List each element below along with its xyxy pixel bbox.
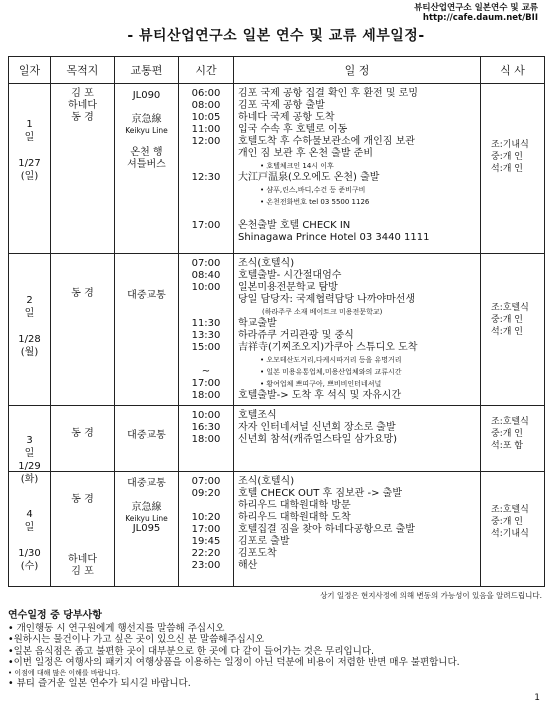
footer-line: •이번 일정은 여행사의 패키지 여행상품을 이용하는 일정이 아닌 덕분에 비용이 저렴한 반면 매우 불편합니다. [8,657,460,668]
itinerary-item: 호텔도착 후 수하물보관소에 개인짐 보관 [238,136,415,147]
destination-text: 하네다 [68,100,97,111]
transport-text: 셔틀버스 [127,159,166,170]
date-text: 4 [26,509,33,520]
col-header-date: 일자 [9,57,51,84]
time-text: 13:30 [191,330,221,341]
itinerary-item: • 온천전화번호 tel 03 5500 1126 [260,198,370,206]
time-text: 19:45 [191,536,221,547]
page-title: - 뷰티산업연구소 일본 연수 및 교류 세부일정- [127,28,425,44]
transport-text: 온천 행 [130,147,163,158]
transport-text [115,135,178,147]
meal-text: 중:개 인 [491,517,523,527]
meal-cell [481,406,545,472]
time-text [179,208,233,220]
time-text [179,306,233,318]
meal-text: 조:호텔식 [491,303,529,313]
itinerary-cell [234,84,481,254]
destination-cell [51,254,115,406]
meal-text: 중:개 인 [491,152,523,162]
page-number: 1 [534,693,540,703]
table-row [9,254,545,406]
itinerary-item: 호텔 CHECK OUT 후 짐보관 -> 출발 [238,488,402,499]
transport-text: 대중교통 [127,290,166,301]
date-cell [9,254,51,406]
itinerary-item: 김포로 출발 [238,536,290,547]
time-text: ~ [201,366,211,377]
transport-text: Keikyu Line [125,126,168,135]
destination-text: 하네다 [68,554,97,565]
time-text: 17:00 [191,220,221,231]
date-text: 1/28 [18,334,41,345]
meal-text: 중:개 인 [491,429,523,439]
date-text: 1/29 [18,461,41,472]
transport-text: JL090 [132,90,161,101]
itinerary-item: 하리우드 대학원대학 도착 [238,512,351,523]
itinerary-item: 신년회 참석(캐쥬얼스타일 삼가요망) [238,434,398,445]
destination-cell [51,84,115,254]
itinerary-item: • 일본 미용유통업체,미용산업체와의 교류시간 [260,368,402,376]
meal-text: 조:호텔식 [491,417,529,427]
date-cell [9,406,51,485]
time-text: 11:00 [191,124,221,135]
time-text: 17:00 [191,524,221,535]
date-text: 일 [24,522,35,533]
destination-text: 김 포 [71,566,94,577]
footer-small-line: • 이점에 대해 많은 이해를 바랍니다. [8,668,121,677]
transport-text: 대중교통 [127,430,166,441]
transport-text: JL095 [132,523,161,534]
time-text: 22:20 [191,548,221,559]
itinerary-item [234,208,480,220]
transport-cell [115,472,179,587]
date-text: (수) [20,561,39,572]
time-cell [179,84,234,254]
time-text: 17:00 [191,378,221,389]
footer-line: •일본 음식점은 좁고 불편한 곳이 대부분으로 한 곳에 다 같이 들어가는 것은 무리입니다. [8,645,375,657]
col-header-destination: 목적지 [51,57,115,84]
time-text: 10:00 [191,282,221,293]
date-text: (월) [20,347,39,358]
time-cell [179,254,234,406]
transport-cell [115,406,179,472]
date-text: 3 [26,435,33,446]
itinerary-item: 개인 짐 보관 후 온천 출발 준비 [238,148,373,159]
destination-text [51,506,114,518]
meal-text: 조:호텔식 [491,505,529,515]
date-text: 1 [26,119,33,130]
time-text: 12:00 [191,136,221,147]
itinerary-item: 호텔출발- 시간절대엄수 [238,270,342,281]
meal-text: 석:개 인 [491,327,523,337]
itinerary-item: 김포도착 [238,548,277,559]
destination-cell [51,406,115,472]
table-row [9,472,545,587]
date-text: 일 [24,132,35,143]
itinerary-item: • 황여업체 쁘띠구아, 쁘비비인터네셔널 [260,380,382,388]
meal-text: 석:개 인 [491,164,523,174]
transport-text [115,102,178,114]
meal-text: 석:기내식 [491,529,529,539]
time-text: 06:00 [191,88,221,99]
meal-text: 중:개 인 [491,315,523,325]
date-cell [9,84,51,254]
col-header-itinerary: 일 정 [234,57,481,84]
itinerary-item: 하리우드 대학원대학 방문 [238,500,351,511]
meal-text: 석:포 함 [491,441,523,451]
time-text: 09:20 [191,488,221,499]
date-text: (화) [20,474,39,485]
transport-cell [115,254,179,406]
itinerary-item: 吉祥寺(기찌조오지)가쿠아 스튜디오 도착 [238,342,418,353]
time-text: 08:40 [191,270,221,281]
date-text: 일 [24,448,35,459]
destination-text: 동 경 [71,288,94,299]
time-text: 07:00 [191,258,221,269]
table-row [9,406,545,472]
meal-cell [481,84,545,254]
itinerary-item: 자자 인터네셔널 신년회 장소로 출발 [238,422,396,433]
itinerary-item: 당일 담당자: 국제협력담당 나까야마선생 [238,294,416,305]
destination-text [51,518,114,530]
time-text: 10:20 [191,512,221,523]
time-cell [179,406,234,472]
time-text: 16:30 [191,422,221,433]
itinerary-item: 김포 국제 공항 집결 확인 후 환전 및 로밍 [238,88,418,99]
table-row [9,84,545,254]
destination-text [51,530,114,542]
itinerary-item: 호텔출발-> 도착 후 석식 및 자유시간 [238,390,402,401]
itinerary-item: 일본미용전문학교 탐방 [238,282,338,293]
itinerary-cell [234,406,481,472]
destination-text [51,542,114,554]
col-header-time: 시간 [179,57,234,84]
itinerary-item: 호텔집결 짐을 찾아 하네다공항으로 출발 [238,524,415,535]
destination-text: 동 경 [71,494,94,505]
time-cell [179,472,234,587]
destination-text: 동 경 [71,428,94,439]
footer-line: • 개인행동 시 연구원에게 행선지를 말씀해 주십시오 [8,622,225,634]
time-text: 18:00 [191,434,221,445]
time-text: 18:00 [191,390,221,401]
itinerary-item: 조식(호텔식) [238,476,295,487]
destination-cell [51,472,115,587]
header-org: 뷰티산업연구소 일본연수 및 교류 [414,3,538,13]
footer-heading: 연수일정 중 당부사항 [8,610,102,621]
time-text: 12:30 [191,172,221,183]
itinerary-cell [234,254,481,406]
time-text: 07:00 [191,476,221,487]
time-text: 15:00 [191,342,221,353]
destination-text: 동 경 [71,112,94,123]
time-text: 08:00 [191,100,221,111]
itinerary-item: 호텔조식 [238,410,277,421]
time-text: 23:00 [191,560,221,571]
time-text: 10:05 [191,112,221,123]
itinerary-item: 학교출발 [238,318,277,329]
transport-text: 京急線 [131,114,162,125]
itinerary-item: 조식(호텔식) [238,258,295,269]
itinerary-item: 하라쥬쿠 거리관광 및 중식 [238,330,354,341]
date-text: 1/27 [18,158,41,169]
time-text [179,160,233,172]
schedule-note: 상기 일정은 현지사정에 의해 변동의 가능성이 있음을 알려드립니다. [320,591,542,600]
time-text [179,148,233,160]
itinerary-item: • 오모테산도거리,다케시따거리 등을 유명거리 [260,356,402,364]
header-url: http://cafe.daum.net/BII [422,13,538,23]
itinerary-item: Shinagawa Prince Hotel 03 3440 1111 [238,232,430,243]
itinerary-item: 大江戸温泉(오오에도 온천) 출발 [238,172,380,183]
transport-text: Keikyu Line [125,514,168,523]
footer-line: •원하시는 물건이나 가고 싶은 곳이 있으신 분 말씀해주십시오 [8,634,265,645]
date-text: 일 [24,308,35,319]
time-text [179,184,233,196]
date-text: 1/30 [18,548,41,559]
page-header [414,3,538,23]
transport-text: 대중교통 [127,478,166,489]
col-header-meal: 식 사 [481,57,545,84]
transport-text [115,490,178,502]
time-text: 10:00 [191,410,221,421]
date-text [9,534,50,547]
transport-text: 京急線 [131,502,162,513]
itinerary-item: (하라주쿠 소재 베이트크 미용전문학교) [262,308,383,316]
schedule-table [8,56,545,587]
itinerary-item: 온천출발 호텔 CHECK IN [238,220,351,231]
itinerary-item: • 호텔체크인 14시 이후 [260,162,334,170]
itinerary-item: 해산 [238,560,258,571]
itinerary-item: 입국 수속 후 호텔로 이동 [238,124,348,135]
time-text [179,354,233,366]
date-text [9,320,50,333]
itinerary-item: 하네다 국제 공항 도착 [238,112,335,123]
date-text: 2 [26,295,33,306]
date-cell [9,472,51,587]
itinerary-cell [234,472,481,587]
time-text [179,294,233,306]
meal-text: 조:기내식 [491,140,529,150]
time-text [179,196,233,208]
itinerary-item: • 샴푸,린스,바디,수건 등 준비구비 [260,186,366,194]
time-text: 11:30 [191,318,221,329]
meal-cell [481,472,545,587]
meal-cell [481,254,545,406]
itinerary-item: 김포 국제 공항 출발 [238,100,325,111]
destination-text: 김 포 [71,88,94,99]
table-header-row [9,57,545,84]
footer-line: • 뷰티 즐거운 일본 연수가 되시길 바랍니다. [8,677,191,689]
time-text [179,500,233,512]
date-text [9,144,50,157]
col-header-transport: 교통편 [115,57,179,84]
transport-cell [115,84,179,254]
date-text: (일) [20,171,39,182]
footer-notes [8,610,548,689]
